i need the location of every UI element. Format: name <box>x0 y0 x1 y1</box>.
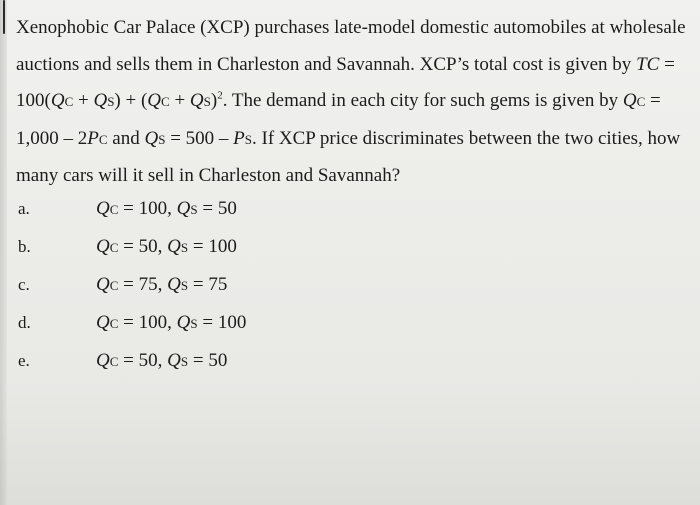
question-line-1 <box>16 10 694 47</box>
subscript-s: S <box>107 94 115 109</box>
subscript-s: S <box>190 316 198 331</box>
question-line-3 <box>16 83 694 121</box>
text-span: + <box>73 90 94 111</box>
choice-c[interactable] <box>18 266 418 304</box>
choice-answer: QC = 100, QS = 100 <box>96 312 247 333</box>
subscript-c: C <box>109 202 119 217</box>
photo-shadow <box>0 385 700 505</box>
text-span: + <box>169 90 190 111</box>
choice-answer: QC = 75, QS = 75 <box>96 274 228 295</box>
choice-letter: a. <box>18 199 30 218</box>
subscript-s: S <box>244 131 252 147</box>
subscript-c: C <box>109 354 119 369</box>
text-span: 1,000 – 2 <box>16 127 88 149</box>
subscript-c: C <box>109 240 119 255</box>
superscript-2: 2 <box>217 89 223 102</box>
q-symbol: Q <box>96 350 110 371</box>
qs-value: 50 <box>208 350 228 371</box>
q-symbol: Q <box>167 274 181 295</box>
text-span: ) <box>210 90 218 111</box>
subscript-c: C <box>64 94 74 109</box>
subscript-s: S <box>180 354 189 369</box>
qs-value: 100 <box>208 236 237 257</box>
text-span: . If XCP price discriminates between the two cities, how <box>252 127 681 149</box>
choice-e[interactable] <box>18 342 418 380</box>
subscript-s: S <box>203 94 211 109</box>
q-symbol: Q <box>167 350 181 371</box>
text-span: 100( <box>16 90 51 111</box>
qc-value: 100 <box>138 198 168 219</box>
choice-letter: c. <box>18 275 30 294</box>
q-symbol: Q <box>622 90 637 111</box>
qc-value: 100 <box>138 312 168 333</box>
text-span: and <box>107 127 145 149</box>
p-symbol: P <box>87 127 99 149</box>
text-span: many cars will it sell in Charleston and Savannah? <box>16 165 401 186</box>
q-symbol: Q <box>176 198 191 219</box>
answer-choices <box>18 190 418 380</box>
p-symbol: P <box>233 127 245 149</box>
choice-b[interactable] <box>18 228 418 266</box>
page-edge <box>0 0 7 505</box>
text-span: ) + ( <box>114 90 148 111</box>
subscript-s: S <box>180 240 189 255</box>
qc-value: 50 <box>138 236 158 257</box>
choice-letter: e. <box>18 351 30 370</box>
q-symbol: Q <box>144 127 159 149</box>
choice-answer: QC = 50, QS = 100 <box>96 236 237 257</box>
qs-value: 100 <box>217 312 247 333</box>
text-span: = <box>659 53 675 75</box>
question-line-4 <box>16 121 694 159</box>
qc-value: 50 <box>138 350 158 371</box>
qs-value: 50 <box>217 198 237 219</box>
q-symbol: Q <box>96 312 110 333</box>
q-symbol: Q <box>176 312 191 333</box>
text-span: . The demand in each city for such gems is given by <box>222 90 623 111</box>
subscript-c: C <box>98 131 108 147</box>
subscript-c: C <box>109 316 119 331</box>
subscript-s: S <box>158 131 166 147</box>
q-symbol: Q <box>96 274 110 295</box>
q-symbol: Q <box>96 236 110 257</box>
choice-letter: b. <box>18 237 31 256</box>
q-symbol: Q <box>93 90 108 111</box>
subscript-c: C <box>161 94 170 109</box>
text-span: Xenophobic Car Palace (XCP) purchases late-model domestic automobiles at wholesale <box>16 17 686 38</box>
question-line-2 <box>16 47 694 84</box>
subscript-s: S <box>190 202 198 217</box>
total-cost-symbol: TC <box>636 53 660 75</box>
q-symbol: Q <box>167 236 181 257</box>
text-span: auctions and sells them in Charleston and Savannah. XCP’s total cost is given by <box>16 53 632 75</box>
subscript-c: C <box>109 278 119 293</box>
q-symbol: Q <box>147 90 162 111</box>
choice-answer: QC = 50, QS = 50 <box>96 350 228 371</box>
choice-a[interactable] <box>18 190 418 228</box>
text-span: = 500 – <box>165 127 234 149</box>
qc-value: 75 <box>138 274 158 295</box>
choice-answer: QC = 100, QS = 50 <box>96 198 237 219</box>
question-text <box>16 10 694 195</box>
qs-value: 75 <box>208 274 228 295</box>
choice-d[interactable] <box>18 304 418 342</box>
choice-letter: d. <box>18 313 31 332</box>
subscript-c: C <box>636 94 646 109</box>
q-symbol: Q <box>96 198 110 219</box>
text-span: = <box>645 90 661 111</box>
subscript-s: S <box>180 278 189 293</box>
q-symbol: Q <box>189 90 204 111</box>
q-symbol: Q <box>50 90 65 111</box>
